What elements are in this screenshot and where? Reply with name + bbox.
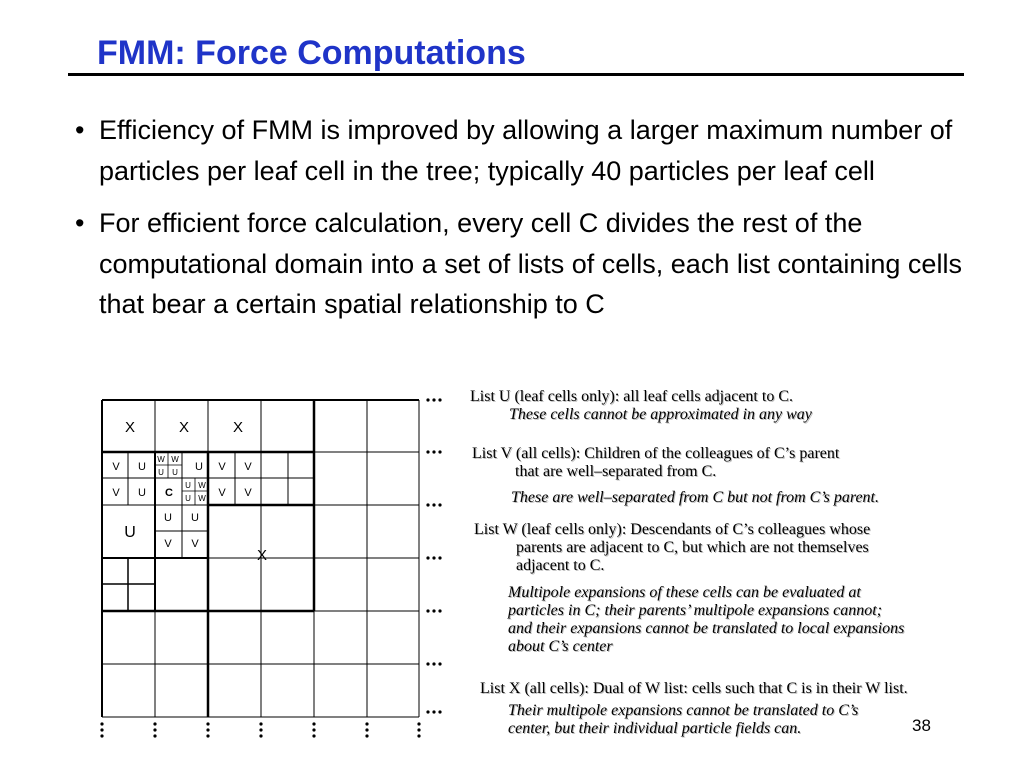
cell-v-label: V: [164, 538, 172, 550]
fmm-grid-diagram: [94, 392, 444, 749]
cell-u-label: U: [158, 468, 164, 477]
continuation-dots-right: [426, 398, 441, 713]
cell-u-label: U: [124, 524, 136, 541]
cell-x-label: X: [124, 419, 136, 436]
cell-u-label: U: [185, 481, 191, 490]
bullet-text: For efficient force calculation, every cell C divides the rest of the computational domain into a set of lists of cells, each list containing cells that bear a certain spatial relationship to C: [99, 208, 962, 319]
cell-v-label: V: [112, 487, 120, 499]
slide-title: FMM: Force Computations: [97, 34, 526, 72]
bullet-list: [75, 110, 975, 337]
bullet-marker: •: [75, 208, 85, 238]
list-v-description: These are well–separated from C but not from C’s parent.: [511, 489, 879, 506]
cell-v-label: V: [218, 487, 226, 499]
bullet-marker: •: [75, 115, 85, 145]
cell-v-label: V: [244, 461, 252, 473]
cell-x-label: X: [232, 419, 244, 436]
list-w-description-line-1: Multipole expansions of these cells can be evaluated at: [508, 584, 861, 601]
list-w-heading-line-2: parents are adjacent to C, but which are not themselves: [516, 539, 869, 556]
cell-u-label: U: [185, 494, 191, 503]
list-w-description-line-2: particles in C; their parents’ multipole expansions cannot;: [508, 602, 883, 619]
bullet-text: Efficiency of FMM is improved by allowing a larger maximum number of particles per leaf cell in the tree; typically 40 particles per leaf cell: [99, 115, 953, 186]
list-w-entry: [465, 521, 1005, 656]
cell-w-label: W: [157, 455, 165, 464]
list-w-description-line-3: and their expansions cannot be translated to local expansions: [508, 620, 905, 637]
cell-x-label: X: [178, 419, 190, 436]
cell-w-label: W: [198, 494, 206, 503]
cell-w-label: W: [198, 481, 206, 490]
fmm-grid-svg: [94, 392, 444, 744]
list-w-description-line-4: about C’s center: [508, 638, 613, 655]
list-v-heading-line-2: that are well–separated from C.: [515, 463, 717, 480]
cell-u-label: U: [138, 461, 146, 473]
cell-c-label: C: [165, 487, 173, 499]
cell-u-label: U: [164, 512, 172, 524]
list-u-description: These cells cannot be approximated in any way: [509, 406, 812, 423]
cell-u-label: U: [172, 468, 178, 477]
continuation-dots-bottom: [100, 722, 420, 737]
cell-u-label: U: [191, 512, 199, 524]
list-w-heading-line-1: List W (leaf cells only): Descendants of C’s colleagues whose: [474, 521, 871, 538]
list-v-entry: [465, 445, 1005, 507]
slide-number: 38: [912, 716, 931, 735]
cell-v-label: V: [218, 461, 226, 473]
list-u-heading: List U (leaf cells only): all leaf cells adjacent to C.: [470, 388, 793, 405]
cell-v-label: V: [244, 487, 252, 499]
cell-u-label: U: [195, 461, 203, 473]
bullet-item-1: [75, 110, 975, 191]
list-u-entry: [465, 388, 1005, 424]
list-w-heading-line-3: adjacent to C.: [516, 557, 605, 574]
list-x-heading: List X (all cells): Dual of W list: cells such that C is in their W list.: [480, 680, 908, 697]
list-v-heading-line-1: List V (all cells): Children of the colleagues of C’s parent: [472, 445, 840, 462]
cell-v-label: V: [191, 538, 199, 550]
list-x-description-line-2: center, but their individual particle fields can.: [508, 720, 802, 737]
bullet-item-2: [75, 203, 975, 325]
title-underline: [68, 73, 964, 76]
cell-x-label: X: [256, 547, 268, 564]
list-x-description-line-1: Their multipole expansions cannot be translated to C’s: [508, 702, 859, 719]
cell-w-label: W: [171, 455, 179, 464]
cell-v-label: V: [112, 461, 120, 473]
cell-u-label: U: [138, 487, 146, 499]
